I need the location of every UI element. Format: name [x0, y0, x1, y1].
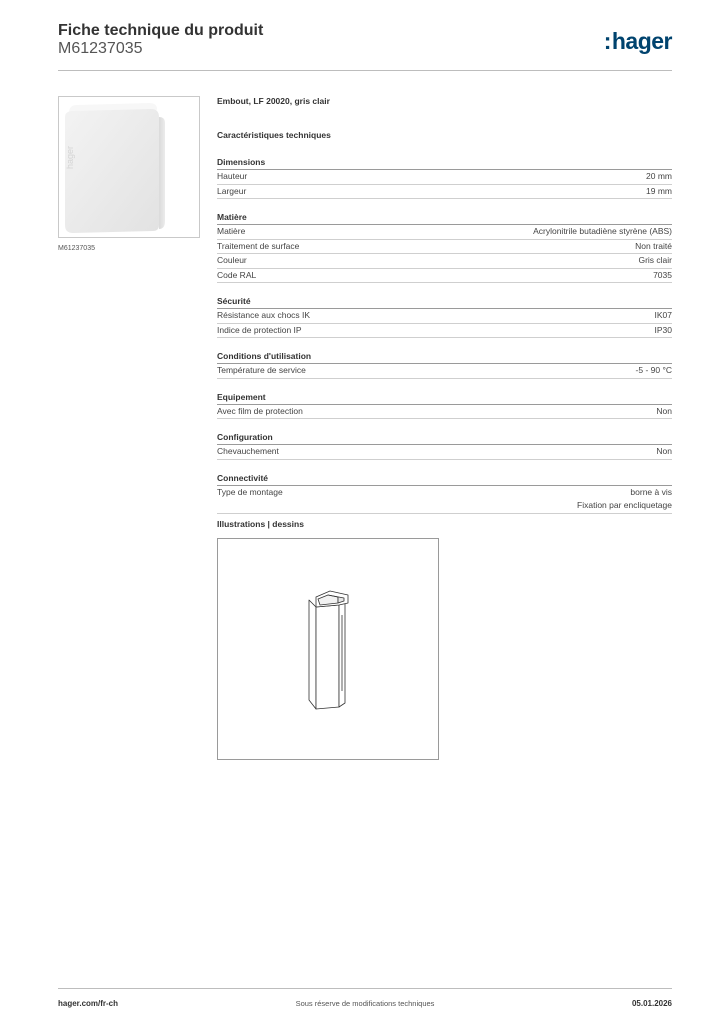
spec-row — [217, 254, 672, 269]
section-material — [217, 211, 672, 283]
spec-label: Traitement de surface — [217, 240, 300, 251]
tech-characteristics-heading: Caractéristiques techniques — [217, 130, 331, 140]
spec-value: Non — [656, 446, 672, 456]
hager-logo — [604, 28, 672, 55]
logo-text: hager — [611, 28, 672, 54]
section-dimensions — [217, 156, 672, 199]
footer-date: 05.01.2026 — [631, 999, 672, 1008]
illustrations-heading: Illustrations | dessins — [217, 519, 304, 529]
spec-row — [217, 225, 672, 240]
spec-label: Résistance aux chocs IK — [217, 310, 311, 320]
section-title: Dimensions — [217, 156, 672, 170]
section-title: Equipement — [217, 391, 672, 405]
product-photo-image — [59, 97, 199, 237]
spec-label: Hauteur — [217, 171, 248, 181]
section-equipment — [217, 391, 672, 420]
spec-value: Non — [656, 405, 672, 416]
spec-row — [217, 269, 672, 284]
spec-label: Matière — [217, 226, 246, 236]
section-title: Configuration — [217, 431, 672, 445]
spec-label: Chevauchement — [217, 446, 279, 456]
section-conditions — [217, 350, 672, 379]
spec-row — [217, 486, 672, 514]
spec-label: Code RAL — [217, 269, 257, 280]
section-safety — [217, 295, 672, 338]
spec-row — [217, 170, 672, 185]
page-title: Fiche technique du produit — [58, 22, 264, 39]
spec-row — [217, 185, 672, 200]
page-header — [58, 22, 672, 71]
section-title: Conditions d'utilisation — [217, 350, 672, 364]
spec-value: 7035 — [653, 269, 672, 280]
illustration-drawing — [217, 538, 439, 760]
spec-row — [217, 445, 672, 460]
spec-label: Couleur — [217, 255, 247, 265]
spec-value: 19 mm — [646, 185, 672, 196]
footer-note: Sous réserve de modifications techniques — [295, 999, 435, 1008]
spec-value: -5 - 90 °C — [635, 365, 672, 375]
spec-row — [217, 364, 672, 379]
product-reference: M61237035 — [58, 40, 143, 57]
spec-value: IK07 — [654, 310, 672, 320]
page-footer — [58, 988, 672, 1011]
section-title: Matière — [217, 211, 672, 225]
end-cap-drawing — [218, 539, 438, 759]
spec-value: Acrylonitrile butadiène styrène (ABS) — [533, 226, 672, 236]
spec-value: 20 mm — [646, 171, 672, 181]
logo-colon: : — [603, 28, 611, 54]
spec-value: Gris clair — [638, 255, 672, 265]
spec-label: Avec film de protection — [217, 405, 303, 416]
spec-row — [217, 240, 672, 255]
spec-label: Largeur — [217, 185, 247, 196]
section-connectivity — [217, 472, 672, 514]
svg-text:hager: hager — [65, 145, 75, 169]
spec-value: borne à vis Fixation par encliquetage — [577, 486, 672, 510]
spec-row — [217, 309, 672, 324]
product-photo — [58, 96, 200, 238]
photo-caption: M61237035 — [58, 245, 95, 252]
footer-website: hager.com/fr-ch — [58, 999, 119, 1008]
spec-value: Non traité — [635, 240, 672, 251]
spec-label: Température de service — [217, 365, 306, 375]
spec-content — [217, 96, 672, 514]
spec-row — [217, 324, 672, 339]
spec-label: Type de montage — [217, 486, 283, 497]
spec-row — [217, 405, 672, 420]
product-name: Embout, LF 20020, gris clair — [217, 96, 330, 106]
section-configuration — [217, 431, 672, 460]
spec-value: IP30 — [654, 324, 672, 335]
section-title: Sécurité — [217, 295, 672, 309]
section-title: Connectivité — [217, 472, 672, 486]
spec-label: Indice de protection IP — [217, 324, 302, 335]
